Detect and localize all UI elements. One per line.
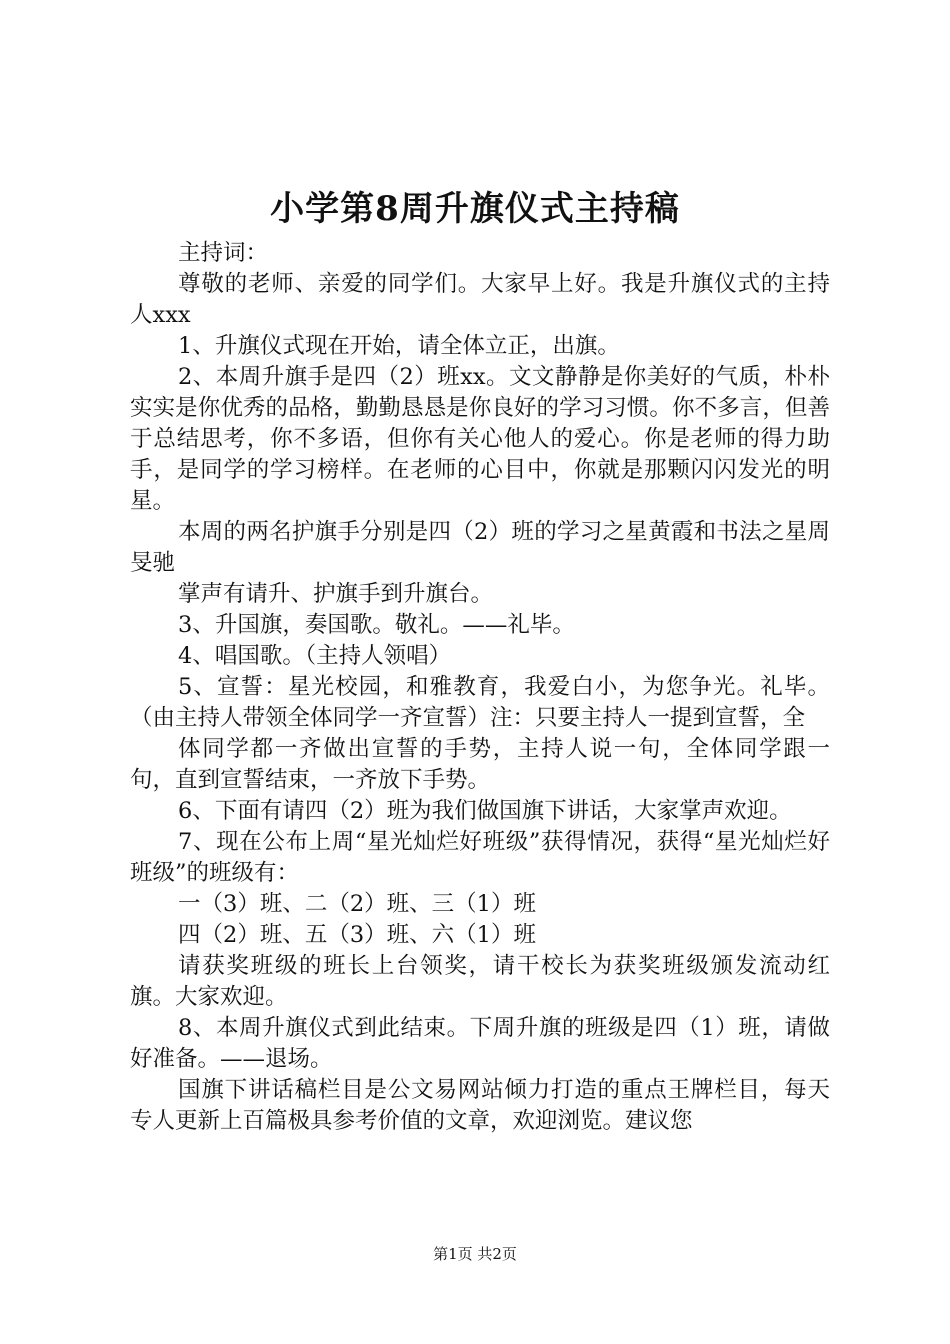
paragraph-greeting: 尊敬的老师、亲爱的同学们。大家早上好。我是升旗仪式的主持人xxx	[130, 271, 830, 328]
paragraph-step-8: 8、本周升旗仪式到此结束。下周升旗的班级是四（1）班，请做好准备。——退场。	[130, 1015, 830, 1072]
paragraph-step-6: 6、下面有请四（2）班为我们做国旗下讲话，大家掌声欢迎。	[178, 798, 792, 824]
paragraph-award: 请获奖班级的班长上台领奖，请干校长为获奖班级颁发流动红旗。大家欢迎。	[130, 953, 830, 1010]
paragraph-step-4: 4、唱国歌。（主持人领唱）	[178, 643, 452, 669]
paragraph-host-intro: 主持词：	[178, 240, 269, 266]
paragraph-step-5-continued: 体同学都一齐做出宣誓的手势，主持人说一句，全体同学跟一句，直到宣誓结束，一齐放下手势。	[130, 736, 830, 793]
paragraph-class-list-2: 四（2）班、五（3）班、六（1）班	[178, 922, 536, 948]
paragraph-applause: 掌声有请升、护旗手到升旗台。	[178, 581, 494, 607]
paragraph-class-list-1: 一（3）班、二（2）班、三（1）班	[178, 891, 536, 917]
paragraph-step-5: 5、宣誓：星光校园，和雅教育，我爱白小，为您争光。礼毕。（由主持人带领全体同学一齐宣誓）注：只要主持人一提到宣誓，全	[130, 674, 830, 731]
page-footer: 第1页 共2页	[433, 1245, 517, 1263]
paragraph-step-1: 1、升旗仪式现在开始，请全体立正，出旗。	[178, 333, 620, 359]
paragraph-step-2: 2、本周升旗手是四（2）班xx。文文静静是你美好的气质，朴朴实实是你优秀的品格，勤勤恳恳是你良好的学习习惯。你不多言，但善于总结思考，你不多语，但你有关心他人的爱心。你是老师的得力助手，是同学的学习榜样。在老师的心目中，你就是那颗闪闪发光的明星。	[130, 364, 830, 514]
paragraph-flag-guards: 本周的两名护旗手分别是四（2）班的学习之星黄霞和书法之星周旻驰	[130, 519, 830, 576]
paragraph-step-7: 7、现在公布上周“星光灿烂好班级”获得情况，获得“星光灿烂好班级”的班级有：	[130, 829, 830, 886]
paragraph-step-3: 3、升国旗，奏国歌。敬礼。——礼毕。	[178, 612, 575, 638]
document-body	[130, 238, 830, 1137]
paragraph-site-note: 国旗下讲话稿栏目是公文易网站倾力打造的重点王牌栏目，每天专人更新上百篇极具参考价值的文章，欢迎浏览。建议您	[130, 1077, 830, 1134]
document-title: 小学第8周升旗仪式主持稿	[270, 189, 680, 229]
